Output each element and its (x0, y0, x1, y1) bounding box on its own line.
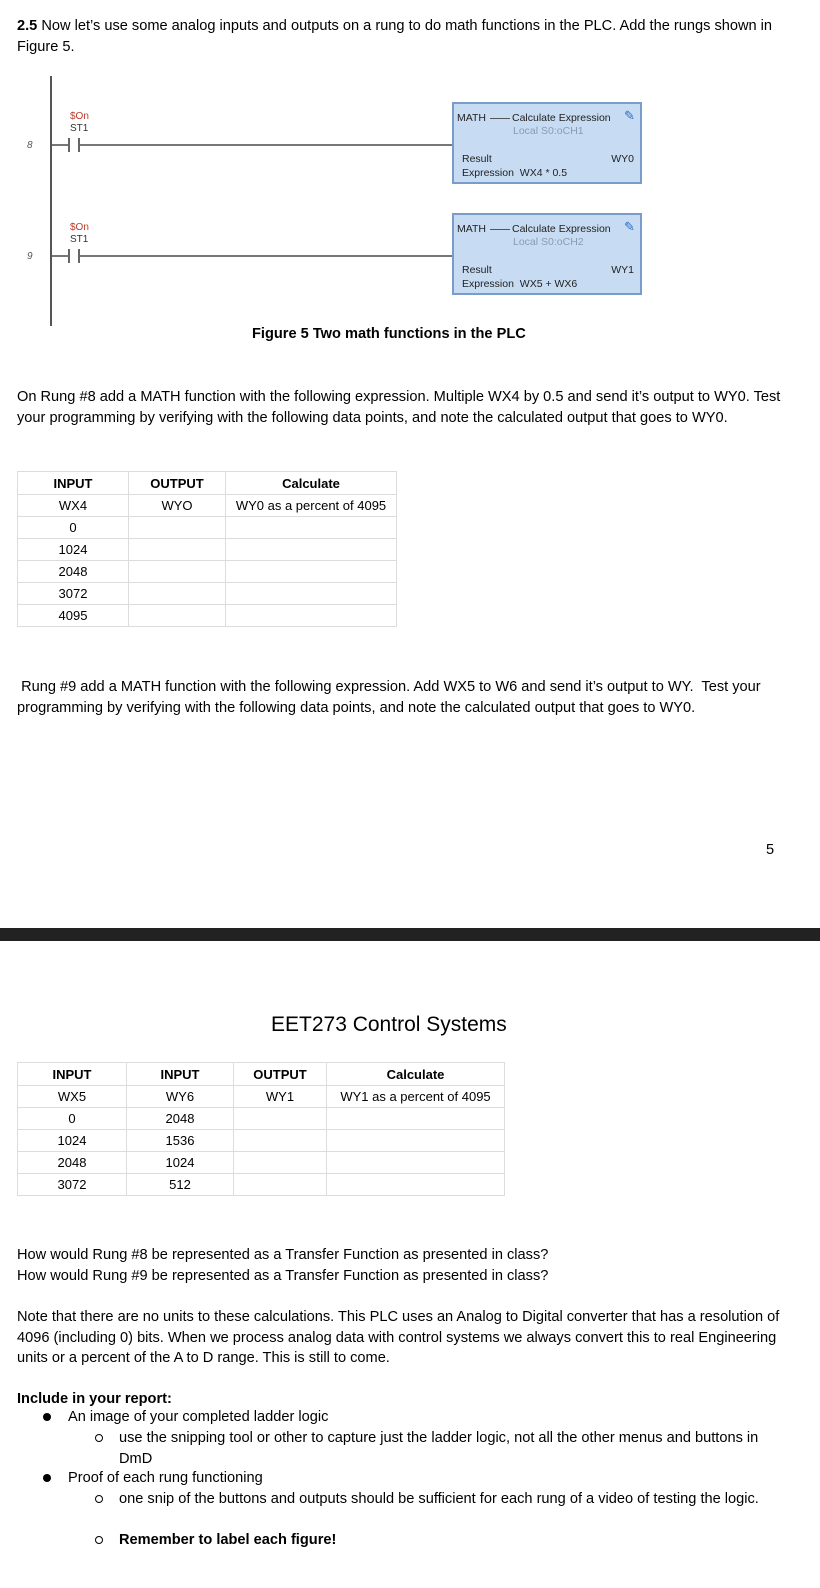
left-power-rail (50, 76, 52, 326)
sub-bullet-icon (95, 1536, 103, 1544)
output-cell[interactable] (234, 1152, 327, 1174)
math-block-type: MATH (457, 223, 486, 235)
calculate-cell[interactable] (327, 1108, 505, 1130)
output-cell[interactable] (234, 1130, 327, 1152)
table-row (18, 583, 397, 605)
calculate-cell[interactable] (226, 517, 397, 539)
input-cell: 2048 (127, 1108, 234, 1130)
table-row (18, 1108, 505, 1130)
input-cell: 1024 (18, 1130, 127, 1152)
table-subheader: WX5 (18, 1086, 127, 1108)
report-item-1: An image of your completed ladder logic (68, 1409, 329, 1425)
section-number: 2.5 (17, 18, 38, 34)
input-cell: 1536 (127, 1130, 234, 1152)
data-table-rung9 (17, 1062, 505, 1196)
input-cell: 2048 (18, 561, 129, 583)
table-row (18, 1152, 505, 1174)
sub-bullet-icon (95, 1495, 103, 1503)
table-subheader: WY6 (127, 1086, 234, 1108)
output-cell[interactable] (234, 1108, 327, 1130)
input-cell: 3072 (18, 1174, 127, 1196)
calculate-cell[interactable] (226, 561, 397, 583)
course-title: EET273 Control Systems (271, 1013, 507, 1036)
question-2: How would Rung #9 be represented as a Transfer Function as presented in class? (17, 1267, 549, 1284)
table-row (18, 561, 397, 583)
expression-value: WX5 + WX6 (519, 278, 578, 290)
table-row (18, 517, 397, 539)
table-subheader: WY1 (234, 1086, 327, 1108)
table-row (18, 1130, 505, 1152)
normally-open-contact[interactable] (52, 249, 82, 263)
math-block[interactable] (452, 213, 642, 295)
table-row (18, 539, 397, 561)
input-cell: 1024 (18, 539, 129, 561)
bullet-icon (43, 1474, 51, 1482)
wrench-icon[interactable]: ✎ (624, 108, 635, 123)
report-item-1-sub: use the snipping tool or other to capture just the ladder logic, not all the other menus and buttons in DmD (119, 1430, 759, 1467)
page-break (0, 928, 820, 941)
result-label: Result (462, 153, 492, 165)
intro-paragraph (17, 16, 797, 57)
input-cell: 2048 (18, 1152, 127, 1174)
contact-tag: $On (70, 222, 89, 233)
question-1: How would Rung #8 be represented as a Transfer Function as presented in class? (17, 1247, 549, 1263)
output-cell[interactable] (129, 539, 226, 561)
report-item-2: Proof of each rung functioning (68, 1470, 263, 1486)
result-value: WY1 (611, 264, 634, 276)
contact-name: ST1 (70, 123, 89, 134)
contact-tag: $On (70, 111, 89, 122)
input-cell: 0 (18, 517, 129, 539)
calculate-cell[interactable] (327, 1174, 505, 1196)
expression-label: Expression (462, 167, 514, 179)
data-table-rung8 (17, 471, 397, 627)
math-block-title: Calculate Expression (512, 112, 611, 124)
rung-wire (84, 255, 453, 257)
table-header: Calculate (226, 472, 397, 495)
page-number: 5 (766, 842, 775, 858)
table-subheader: WY0 as a percent of 4095 (226, 495, 397, 517)
calculate-cell[interactable] (226, 605, 397, 627)
report-heading: Include in your report: (17, 1391, 172, 1407)
input-cell: 4095 (18, 605, 129, 627)
math-block-type: MATH (457, 112, 486, 124)
rung8-instructions: On Rung #8 add a MATH function with the following expression. Multiple WX4 by 0.5 and send it’s output to WY0. Test your programming by verifying with the following data points, and note the calculated output that goes to WY0. (17, 389, 781, 426)
input-cell: 0 (18, 1108, 127, 1130)
normally-open-contact[interactable] (52, 138, 82, 152)
calculate-cell[interactable] (327, 1152, 505, 1174)
report-item-2-sub-2: Remember to label each figure! (119, 1532, 337, 1548)
bullet-icon (43, 1413, 51, 1421)
figure-caption: Figure 5 Two math functions in the PLC (252, 326, 526, 342)
table-row (18, 605, 397, 627)
table-header: INPUT (127, 1063, 234, 1086)
table-subheader: WX4 (18, 495, 129, 517)
intro-text: Now let’s use some analog inputs and outputs on a rung to do math functions in the PLC. Add the rungs shown in Figure 5. (17, 18, 773, 55)
math-block[interactable] (452, 102, 642, 184)
table-header: INPUT (18, 1063, 127, 1086)
report-item-2-sub-1: one snip of the buttons and outputs should be sufficient for each rung of a video of testing the logic. (119, 1491, 759, 1507)
expression-label: Expression (462, 278, 514, 290)
expression-value: WX4 * 0.5 (519, 167, 568, 179)
math-block-location: Local S0:oCH2 (513, 236, 584, 248)
result-value: WY0 (611, 153, 634, 165)
note-paragraph: Note that there are no units to these calculations. This PLC uses an Analog to Digital converter that has a resolution of 4096 (including 0) bits. When we process analog data with control systems we always convert this to real Engineering units or a percent of the A to D range. This is still to come. (17, 1309, 780, 1366)
math-block-title: Calculate Expression (512, 223, 611, 235)
connector-line (490, 118, 510, 119)
sub-bullet-icon (95, 1434, 103, 1442)
contact-name: ST1 (70, 234, 89, 245)
output-cell[interactable] (234, 1174, 327, 1196)
calculate-cell[interactable] (226, 583, 397, 605)
calculate-cell[interactable] (327, 1130, 505, 1152)
questions (17, 1245, 797, 1286)
table-row (18, 1174, 505, 1196)
input-cell: 3072 (18, 583, 129, 605)
output-cell[interactable] (129, 561, 226, 583)
output-cell[interactable] (129, 605, 226, 627)
input-cell: 512 (127, 1174, 234, 1196)
calculate-cell[interactable] (226, 539, 397, 561)
output-cell[interactable] (129, 517, 226, 539)
table-header: Calculate (327, 1063, 505, 1086)
math-block-location: Local S0:oCH1 (513, 125, 584, 137)
table-header: OUTPUT (129, 472, 226, 495)
rung-number: 8 (27, 140, 33, 151)
table-subheader: WY1 as a percent of 4095 (327, 1086, 505, 1108)
table-header: OUTPUT (234, 1063, 327, 1086)
connector-line (490, 229, 510, 230)
table-header: INPUT (18, 472, 129, 495)
output-cell[interactable] (129, 583, 226, 605)
result-label: Result (462, 264, 492, 276)
rung-wire (84, 144, 453, 146)
table-subheader: WYO (129, 495, 226, 517)
input-cell: 1024 (127, 1152, 234, 1174)
wrench-icon[interactable]: ✎ (624, 219, 635, 234)
rung-number: 9 (27, 251, 33, 262)
rung9-instructions: Rung #9 add a MATH function with the following expression. Add WX5 to W6 and send it’s output to WY. Test your programming by verifying with the following data points, and note the calculated output that goes to WY0. (17, 679, 765, 716)
